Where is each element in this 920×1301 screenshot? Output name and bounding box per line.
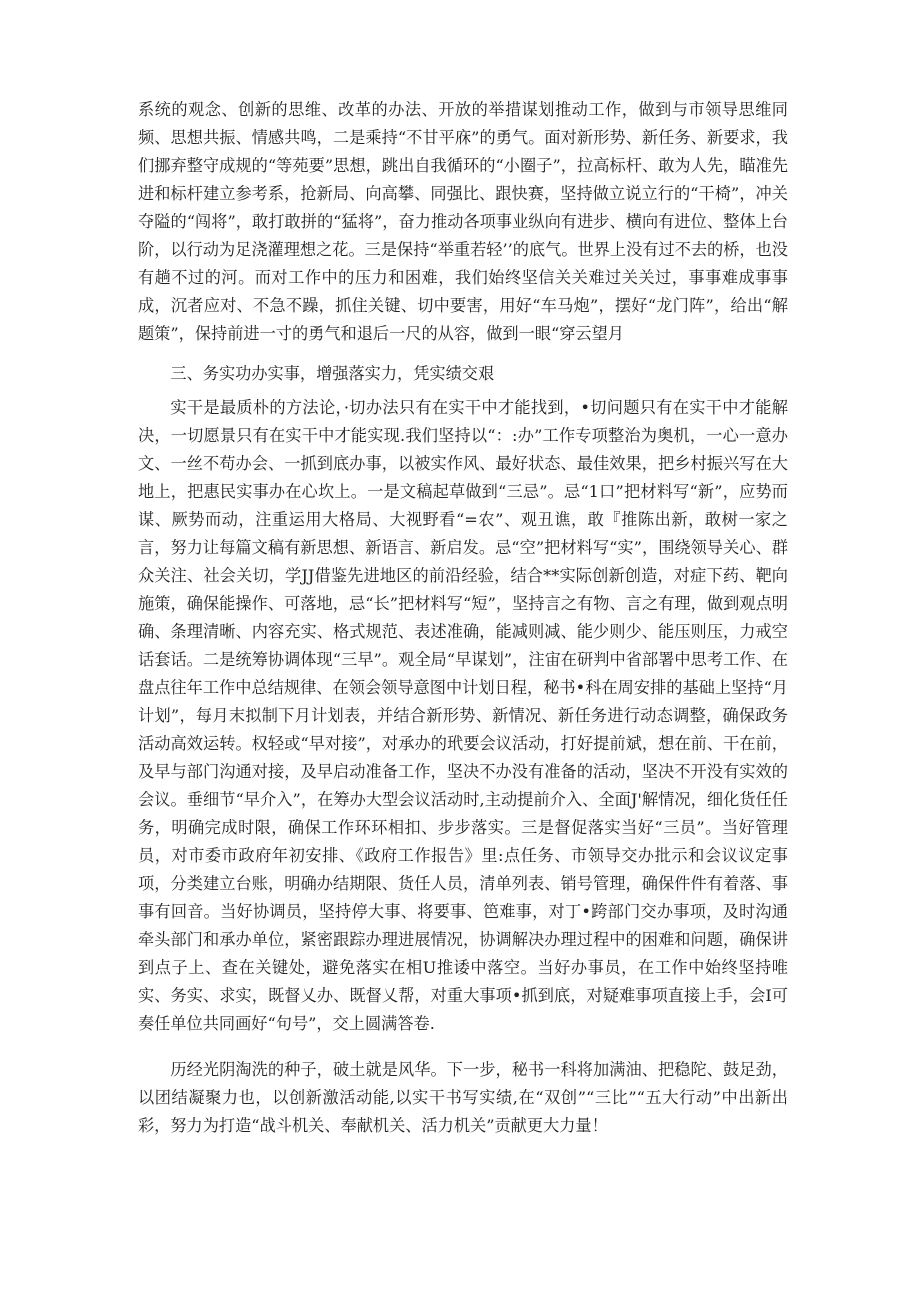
paragraph-conclusion: 历经光阴淘洗的种子，破土就是风华。下一步，秘书一科将加满油、把稳陀、鼓足劲，以团结凝聚力也，以创新激活动能,以实干书写实绩,在“双创”“三比”“五大行动”中出新出彩，努力为打造“战斗机关、奉献机关、活力机关”贡献更大力量！ (138, 1060, 788, 1135)
document-page (138, 96, 788, 1140)
paragraph-body: 实干是最质朴的方法论，·切办法只有在实干中才能找到，•切问题只有在实干中才能解决，一切愿景只有在实干中才能实现.我们坚持以“：:办”工作专项整治为奥机，一心一意办文、一丝不苟办会、一抓到底办事，以被实作风、最好状态、最佳效果，把乡村振兴写在大地上，把惠民实事办在心坎上。一是文稿起草做到“三忌”。忌“1口”把材料写“新”，应势而谋、厥势而动，注重运用大格局、大视野看“=农”、观丑谯，敢『推陈出新，敢树一家之言，努力让每篇文稿有新思想、新语言、新启发。忌“空”把材料写“实”，围绕领导关心、群众关注、社会关切，学JJ借鉴先进地区的前沿经验，结合**实际创新创造，对症下药、靶向施策，确保能操作、可落地，忌“长”把材料写“短”，坚持言之有物、言之有理，做到观点明确、条理清晰、内容充实、格式规范、表述准确，能减则减、能少则少、能压则压，力戒空话套话。二是统筹协调体现“三早”。观全局“早谋划”，注宙在研判中省部署中思考工作、在盘点往年工作中总结规律、在领会领导意图中计划日程，秘书•科在周安排的基础上坚持“月计划”，每月末拟制下月计划表，并结合新形势、新情况、新任务进行动态调整，确保政务活动高效运转。权轻或“早对接”，对承办的玳要会议活动，打好提前斌，想在前、干在前，及早与部门沟通对接，及早启动准备工作，坚决不办没有准备的活动，坚决不开没有实效的会议。垂细节“早介入”，在筹办大型会议活动时,主动提前介入、全面J'解情况，细化货任任务，明确完成时限，确保工作环环相扣、步步落实。三是督促落实当好“三员”。当好管理员，对市委市政府年初安排、《政府工作报告》里:点任务、市领导交办批示和会议议定事项，分类建立台账，明确办结期限、货任人员，清单列表、销号管理，确保件件有着落、事事有回音。当好协调员，坚持停大事、将要事、笆难事，对丁•跨部门交办事项，及时沟通牵头部门和承办单位，紧密跟踪办理进展情况，协调解决办理过程中的困难和问题，确保讲到点子上、查在关键处，避免落实在相U推诿中落空。当好办事员，在工作中始终坚持唯实、务实、求实，既督乂办、既督乂帮，对重大事项•抓到底，对疑难事项直接上手，会I可奏任单位共同画好“句号”，交上圆满答卷. (138, 398, 788, 1033)
paragraph-continuation: 系统的观念、创新的思维、改革的办法、开放的举措谋划推动工作，做到与市领导思维同频、思想共振、情感共鸣，二是乘持“不甘平庥”的勇气。面对新形势、新任务、新要求，我们挪弃整守成规的“等苑要”思想，跳出自我循环的“小圈子”，拉高标杆、敢为人先，瞄准先进和标杆建立参考系，抢新局、向高攀、同强比、跟快赛，坚持做立说立行的“干椅”，冲关夺隘的“闯将”，敢打敢拼的“猛将”，奋力推动各项事业纵向有进步、横向有进位、整体上台阶，以行动为足浇灌理想之花。三是保持“举重若轻’’的底气。世界上没有过不去的桥，也没有趟不过的河。而对工作中的压力和困难，我们始终坚信关关难过关关过，事事难成事事成，沉者应对、不急不躁，抓住关键、切中要害，用好“车马炮”，摆好“龙门阵”，给出“解题策”，保持前进一寸的勇气和退后一尺的从容，做到一眼“穿云望月 (138, 100, 788, 343)
section-heading: 三、务实功办实事，增强落实力，凭实绩交艰 (170, 364, 495, 383)
